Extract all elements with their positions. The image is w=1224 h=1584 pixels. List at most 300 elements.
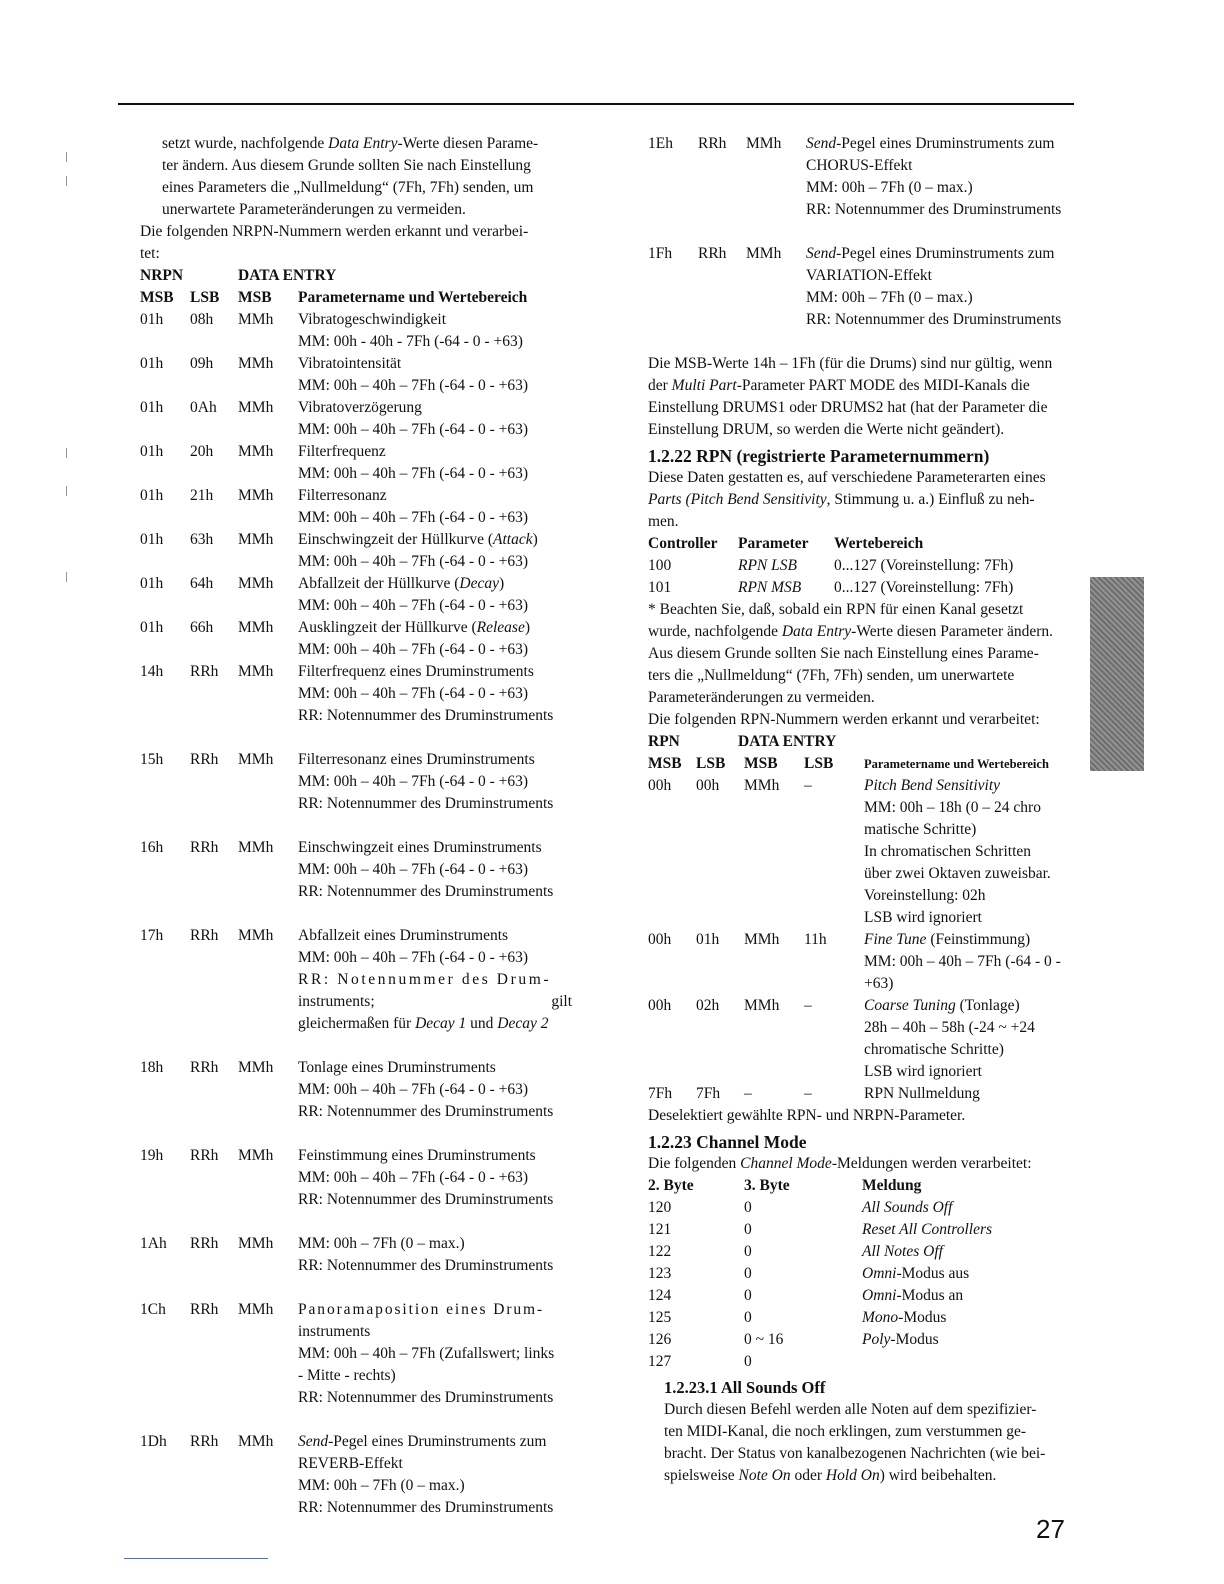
description-line: MM: 00h – 7Fh (0 – max.)	[806, 179, 973, 196]
nrpn-lsb: RRh	[698, 245, 727, 262]
text-line: unerwartete Parameteränderungen zu vermeiden.	[162, 201, 466, 218]
nrpn-msb: 19h	[140, 1147, 164, 1164]
data-entry-msb: MMh	[238, 1433, 274, 1450]
nrpn-lsb: 21h	[190, 487, 214, 504]
rpn-table	[648, 775, 1074, 1105]
description-line: MM: 00h – 40h – 7Fh (-64 - 0 - +63)	[298, 861, 529, 878]
nrpn-msb: 01h	[140, 487, 164, 504]
description-line: MM: 00h – 40h – 7Fh (-64 - 0 - +63)	[298, 509, 529, 526]
parameter-description	[298, 529, 572, 573]
description-line: - Mitte - rechts)	[298, 1367, 396, 1384]
parameter-description	[298, 353, 572, 397]
rpn-lsb: 7Fh	[696, 1085, 721, 1102]
byte2-value: 126	[648, 1331, 672, 1348]
text-line: Diese Daten gestatten es, auf verschiedene Parameterarten eines	[648, 469, 1046, 486]
nrpn-row	[140, 1057, 572, 1145]
data-entry-msb: MMh	[238, 1301, 274, 1318]
rpn-lsb: 01h	[696, 931, 720, 948]
nrpn-lead-line: tet:	[140, 245, 160, 262]
nrpn-lsb: RRh	[190, 1235, 219, 1252]
nrpn-row	[140, 397, 572, 441]
text-line: der Multi Part-Parameter PART MODE des MIDI-Kanals die	[648, 377, 1030, 394]
description-line: MM: 00h – 40h – 7Fh (-64 - 0 - +63)	[298, 773, 529, 790]
nrpn-row	[140, 661, 572, 749]
description-line: Voreinstellung: 02h	[864, 887, 986, 904]
message-name: Reset All Controllers	[862, 1221, 993, 1238]
nrpn-header	[140, 265, 572, 287]
byte2-value: 120	[648, 1199, 672, 1216]
parameter-description	[298, 1431, 572, 1519]
description-line: Vibratoverzögerung	[298, 399, 422, 416]
nrpn-row	[140, 573, 572, 617]
channel-mode-row	[648, 1197, 1074, 1219]
description-line: CHORUS-Effekt	[806, 157, 913, 174]
row-spacer	[140, 1211, 572, 1233]
description-line: Tonlage eines Druminstruments	[298, 1059, 496, 1076]
controller-range: 0...127 (Voreinstellung: 7Fh)	[834, 557, 1014, 574]
description-line: Filterfrequenz eines Druminstruments	[298, 663, 534, 680]
text-line: eines Parameters die „Nullmeldung“ (7Fh, 7Fh) senden, um	[162, 179, 534, 196]
data-entry-msb: MMh	[238, 619, 274, 636]
text-line: ten MIDI-Kanal, die noch erklingen, zum verstummen ge-	[664, 1423, 1026, 1440]
rpn-msb: 00h	[648, 777, 672, 794]
text-line: Durch diesen Befehl werden alle Noten auf dem spezifizier-	[664, 1401, 1037, 1418]
data-entry-lsb: –	[804, 997, 812, 1014]
rpn-header	[648, 731, 1074, 753]
description-line: MM: 00h – 18h (0 – 24 chro	[864, 799, 1041, 816]
rpn-section-title: 1.2.22 RPN (registrierte Parameternummern)	[648, 446, 990, 466]
byte3-value: 0	[744, 1309, 752, 1326]
message-name: All Sounds Off	[862, 1199, 953, 1216]
nrpn-msb: 01h	[140, 311, 164, 328]
text-line: ter ändern. Aus diesem Grunde sollten Sie nach Einstellung	[162, 157, 531, 174]
channel-mode-intro: Die folgenden Channel Mode-Meldungen werden verarbeitet:	[648, 1155, 1032, 1172]
description-line: instruments	[298, 1323, 371, 1340]
text-line: Die MSB-Werte 14h – 1Fh (für die Drums) sind nur gültig, wenn	[648, 355, 1053, 372]
nrpn-row	[140, 1233, 572, 1299]
controller-parameter: RPN LSB	[738, 557, 797, 574]
data-entry-msb: MMh	[238, 311, 274, 328]
nrpn-msb: 1Eh	[648, 135, 673, 152]
nrpn-row	[140, 485, 572, 529]
row-spacer	[140, 903, 572, 925]
nrpn-lsb: RRh	[190, 1147, 219, 1164]
description-line: MM: 00h – 7Fh (0 – max.)	[298, 1235, 465, 1252]
nrpn-row	[140, 1299, 572, 1431]
rpn-row	[648, 929, 1074, 995]
data-entry-msb: MMh	[238, 487, 274, 504]
description-line: MM: 00h – 7Fh (0 – max.)	[298, 1477, 465, 1494]
text-line: Aus diesem Grunde sollten Sie nach Einstellung eines Parame-	[648, 645, 1039, 662]
channel-mode-header	[648, 1175, 1074, 1197]
description-line: +63)	[864, 975, 894, 992]
byte3-value: 0	[744, 1243, 752, 1260]
data-entry-msb: MMh	[238, 839, 274, 856]
byte3-value: 0	[744, 1221, 752, 1238]
data-entry-msb: MMh	[238, 399, 274, 416]
description-line: RR: Notennummer des Druminstruments	[298, 883, 554, 900]
description-line: MM: 00h – 7Fh (0 – max.)	[806, 289, 973, 306]
col-lsb: LSB	[190, 289, 220, 306]
nrpn-row	[140, 441, 572, 485]
nrpn-row	[648, 133, 1074, 221]
col-data-msb: MSB	[744, 755, 778, 772]
col-data-lsb: LSB	[804, 755, 834, 772]
channel-mode-row	[648, 1241, 1074, 1263]
description-line: MM: 00h – 40h – 7Fh (-64 - 0 - +63)	[298, 377, 529, 394]
text-line: Parameteränderungen zu vermeiden.	[648, 689, 875, 706]
byte2-value: 124	[648, 1287, 672, 1304]
nrpn-msb: 01h	[140, 355, 164, 372]
nrpn-lsb: 20h	[190, 443, 214, 460]
nrpn-row	[648, 243, 1074, 331]
rpn-row	[648, 995, 1074, 1083]
bottom-rule	[124, 1558, 268, 1559]
rpn-row	[648, 775, 1074, 929]
byte2-value: 123	[648, 1265, 672, 1282]
margin-tick	[66, 486, 67, 496]
description-line: Einschwingzeit eines Druminstruments	[298, 839, 542, 856]
description-line: Panoramaposition eines Drum-	[298, 1301, 545, 1318]
parameter-description	[298, 1057, 572, 1123]
row-spacer	[140, 1035, 572, 1057]
parameter-description	[864, 929, 1074, 995]
nrpn-row	[140, 309, 572, 353]
intro-paragraph	[140, 133, 572, 221]
channel-mode-title: 1.2.23 Channel Mode	[648, 1132, 807, 1152]
nrpn-row	[140, 1431, 572, 1519]
rpn-intro-paragraph	[648, 467, 1074, 533]
byte3-value: 0 ~ 16	[744, 1331, 784, 1348]
nrpn-lsb: 08h	[190, 311, 214, 328]
nrpn-lsb: 63h	[190, 531, 214, 548]
description-line: Send-Pegel eines Druminstruments zum	[298, 1433, 547, 1450]
message-name: Mono-Modus	[862, 1309, 947, 1326]
description-line: MM: 00h – 40h – 7Fh (-64 - 0 - +63)	[298, 465, 529, 482]
description-line: RR: Notennummer des Druminstruments	[298, 1257, 554, 1274]
controller-header	[648, 533, 1074, 555]
text-line: Parts (Pitch Bend Sensitivity, Stimmung u. a.) Einfluß zu neh-	[648, 491, 1035, 508]
nrpn-lsb: RRh	[190, 751, 219, 768]
nrpn-msb: 01h	[140, 619, 164, 636]
parameter-description	[298, 749, 572, 815]
description-line: RR: Notennummer des Druminstruments	[298, 1191, 554, 1208]
parameter-description	[806, 133, 1074, 221]
controller-parameter: RPN MSB	[738, 579, 802, 596]
data-entry-header-label: DATA ENTRY	[238, 267, 337, 284]
col-parameter: Parametername und Wertebereich	[864, 757, 1049, 771]
text-line: setzt wurde, nachfolgende Data Entry-Werte diesen Parame-	[162, 135, 539, 152]
description-line: Send-Pegel eines Druminstruments zum	[806, 135, 1055, 152]
row-spacer	[140, 1123, 572, 1145]
nrpn-row	[140, 529, 572, 573]
description-line: RR: Notennummer des Druminstruments	[298, 1103, 554, 1120]
description-line: Vibratogeschwindigkeit	[298, 311, 447, 328]
nrpn-lsb: 64h	[190, 575, 214, 592]
description-line: Vibratointensität	[298, 355, 402, 372]
col-value-range: Wertebereich	[834, 535, 924, 552]
nrpn-table	[140, 309, 572, 1519]
data-entry-msb: MMh	[238, 1059, 274, 1076]
description-line: Fine Tune (Feinstimmung)	[864, 931, 1031, 948]
all-sounds-off-paragraph	[648, 1399, 1074, 1487]
description-line: RR: Notennummer des Druminstruments	[298, 707, 554, 724]
channel-mode-row	[648, 1263, 1074, 1285]
nrpn-lsb: 66h	[190, 619, 214, 636]
rpn-lsb: 02h	[696, 997, 720, 1014]
description-line: RR: Notennummer des Drum-	[298, 971, 552, 988]
description-line: MM: 00h – 40h – 7Fh (-64 - 0 - +63)	[298, 597, 529, 614]
description-line: Send-Pegel eines Druminstruments zum	[806, 245, 1055, 262]
col-msb: MSB	[140, 289, 174, 306]
msb-note-paragraph	[648, 353, 1074, 441]
data-entry-msb: MMh	[238, 575, 274, 592]
description-line: LSB wird ignoriert	[864, 1063, 982, 1080]
description-line: RR: Notennummer des Druminstruments	[298, 1499, 554, 1516]
data-entry-msb: –	[744, 1085, 752, 1102]
byte3-value: 0	[744, 1353, 752, 1370]
controller-row	[648, 577, 1074, 599]
description-line: MM: 00h – 40h – 7Fh (-64 - 0 - +63)	[298, 949, 529, 966]
data-entry-msb: MMh	[744, 997, 780, 1014]
nrpn-table-continued	[648, 133, 1074, 331]
nrpn-lsb: RRh	[698, 135, 727, 152]
description-line: chromatische Schritte)	[864, 1041, 1004, 1058]
byte2-value: 121	[648, 1221, 672, 1238]
nrpn-msb: 17h	[140, 927, 164, 944]
margin-tick	[66, 176, 67, 186]
controller-number: 100	[648, 557, 672, 574]
description-line: Einschwingzeit der Hüllkurve (Attack)	[298, 531, 538, 548]
text-line: spielsweise Note On oder Hold On) wird beibehalten.	[664, 1467, 997, 1484]
text-line: ters die „Nullmeldung“ (7Fh, 7Fh) senden, um unerwartete	[648, 667, 1015, 684]
nrpn-lsb: RRh	[190, 839, 219, 856]
nrpn-lsb: RRh	[190, 663, 219, 680]
channel-mode-table	[648, 1197, 1074, 1373]
nrpn-lsb: RRh	[190, 1059, 219, 1076]
page-number: 27	[1036, 1514, 1065, 1544]
margin-tick	[66, 448, 67, 458]
channel-mode-row	[648, 1307, 1074, 1329]
parameter-description	[806, 243, 1074, 331]
parameter-description	[298, 837, 572, 903]
col-msb: MSB	[648, 755, 682, 772]
data-entry-msb: MMh	[238, 927, 274, 944]
nrpn-header-label: NRPN	[140, 267, 184, 284]
description-line: instruments; gilt	[298, 993, 572, 1010]
nrpn-msb: 01h	[140, 575, 164, 592]
parameter-description	[298, 1233, 572, 1277]
row-spacer	[140, 1409, 572, 1431]
nrpn-row	[140, 749, 572, 837]
byte3-value: 0	[744, 1287, 752, 1304]
nrpn-row	[140, 353, 572, 397]
data-entry-msb: MMh	[746, 245, 782, 262]
data-entry-lsb: –	[804, 1085, 812, 1102]
data-entry-msb: MMh	[746, 135, 782, 152]
description-line: Coarse Tuning (Tonlage)	[864, 997, 1020, 1014]
description-line: über zwei Oktaven zuweisbar.	[864, 865, 1051, 882]
description-line: MM: 00h – 40h – 7Fh (-64 - 0 - +63)	[298, 1169, 529, 1186]
nrpn-lsb: 0Ah	[190, 399, 217, 416]
chapter-tab-marker	[1090, 577, 1144, 771]
parameter-description	[864, 775, 1074, 929]
message-name: Poly-Modus	[862, 1331, 939, 1348]
parameter-description	[298, 617, 572, 661]
rpn-msb: 00h	[648, 997, 672, 1014]
margin-tick	[66, 152, 67, 162]
col-lsb: LSB	[696, 755, 726, 772]
description-line: RR: Notennummer des Druminstruments	[806, 311, 1062, 328]
description-line: Abfallzeit der Hüllkurve (Decay)	[298, 575, 505, 592]
text-line: men.	[648, 513, 679, 530]
description-line: RPN Nullmeldung	[864, 1085, 980, 1102]
rpn-lsb: 00h	[696, 777, 720, 794]
description-line: gleichermaßen für Decay 1 und Decay 2	[298, 1015, 549, 1032]
description-line: MM: 00h – 40h – 7Fh (-64 - 0 - +63)	[298, 685, 529, 702]
message-name: Omni-Modus aus	[862, 1265, 970, 1282]
parameter-description	[298, 1145, 572, 1211]
rpn-msb: 7Fh	[648, 1085, 673, 1102]
row-spacer	[140, 1277, 572, 1299]
nrpn-lsb: RRh	[190, 1301, 219, 1318]
description-line: LSB wird ignoriert	[864, 909, 982, 926]
description-line: REVERB-Effekt	[298, 1455, 403, 1472]
nrpn-lsb: RRh	[190, 927, 219, 944]
data-entry-msb: MMh	[238, 1235, 274, 1252]
byte2-value: 127	[648, 1353, 672, 1370]
parameter-description	[298, 397, 572, 441]
parameter-description	[298, 441, 572, 485]
data-entry-header-label: DATA ENTRY	[738, 733, 837, 750]
row-spacer	[648, 221, 1074, 243]
channel-mode-row	[648, 1219, 1074, 1241]
description-line: Abfallzeit eines Druminstruments	[298, 927, 509, 944]
description-line: RR: Notennummer des Druminstruments	[298, 795, 554, 812]
nrpn-row	[140, 925, 572, 1057]
row-spacer	[140, 727, 572, 749]
row-spacer	[140, 815, 572, 837]
message-name: Omni-Modus an	[862, 1287, 964, 1304]
byte3-value: 0	[744, 1265, 752, 1282]
nrpn-column-header	[140, 287, 572, 309]
all-sounds-off-title: 1.2.23.1 All Sounds Off	[664, 1378, 826, 1397]
controller-row	[648, 555, 1074, 577]
parameter-description	[298, 1299, 572, 1409]
parameter-description	[864, 1083, 1074, 1105]
parameter-description	[298, 309, 572, 353]
description-line: MM: 00h – 40h – 7Fh (-64 - 0 - +63)	[298, 421, 529, 438]
parameter-description	[298, 661, 572, 727]
data-entry-msb: MMh	[238, 355, 274, 372]
text-line: bracht. Der Status von kanalbezogenen Nachrichten (wie bei-	[664, 1445, 1046, 1462]
parameter-description	[298, 573, 572, 617]
nrpn-msb: 01h	[140, 399, 164, 416]
controller-range: 0...127 (Voreinstellung: 7Fh)	[834, 579, 1014, 596]
data-entry-msb: MMh	[744, 777, 780, 794]
byte3-value: 0	[744, 1199, 752, 1216]
description-line: Filterresonanz	[298, 487, 387, 504]
margin-tick	[66, 572, 67, 582]
parameter-description	[864, 995, 1074, 1083]
text-line: Die folgenden RPN-Nummern werden erkannt und verarbeitet:	[648, 711, 1040, 728]
rpn-header-label: RPN	[648, 733, 680, 750]
nrpn-msb: 1Fh	[648, 245, 673, 262]
col-byte2: 2. Byte	[648, 1177, 694, 1194]
description-line: RR: Notennummer des Druminstruments	[806, 201, 1062, 218]
description-line: Filterfrequenz	[298, 443, 386, 460]
nrpn-row	[140, 617, 572, 661]
rpn-footer: Deselektiert gewählte RPN- und NRPN-Parameter.	[648, 1107, 966, 1124]
col-parameter: Parameter	[738, 535, 809, 552]
channel-mode-row	[648, 1329, 1074, 1351]
description-line: MM: 00h - 40h - 7Fh (-64 - 0 - +63)	[298, 333, 523, 350]
controller-number: 101	[648, 579, 672, 596]
channel-mode-row	[648, 1285, 1074, 1307]
nrpn-row	[140, 1145, 572, 1233]
data-entry-msb: MMh	[238, 663, 274, 680]
description-line: 28h – 40h – 58h (-24 ~ +24	[864, 1019, 1035, 1036]
nrpn-row	[140, 837, 572, 925]
col-message: Meldung	[862, 1177, 922, 1194]
description-line: Ausklingzeit der Hüllkurve (Release)	[298, 619, 531, 636]
rpn-msb: 00h	[648, 931, 672, 948]
nrpn-msb: 18h	[140, 1059, 164, 1076]
description-line: Filterresonanz eines Druminstruments	[298, 751, 535, 768]
nrpn-lead-line: Die folgenden NRPN-Nummern werden erkannt und verarbei-	[140, 223, 529, 240]
nrpn-lsb: 09h	[190, 355, 214, 372]
nrpn-msb: 1Ch	[140, 1301, 166, 1318]
nrpn-msb: 1Dh	[140, 1433, 167, 1450]
text-line: Einstellung DRUM, so werden die Werte nicht geändert).	[648, 421, 1005, 438]
nrpn-msb: 01h	[140, 443, 164, 460]
data-entry-msb: MMh	[238, 751, 274, 768]
text-line: wurde, nachfolgende Data Entry-Werte diesen Parameter ändern.	[648, 623, 1054, 640]
nrpn-lsb: RRh	[190, 1433, 219, 1450]
nrpn-msb: 1Ah	[140, 1235, 167, 1252]
description-line: MM: 00h – 40h – 7Fh (-64 - 0 -	[864, 953, 1061, 970]
data-entry-lsb: –	[804, 777, 812, 794]
channel-mode-row	[648, 1351, 1074, 1373]
col-data-msb: MSB	[238, 289, 272, 306]
col-controller: Controller	[648, 535, 718, 552]
parameter-description	[298, 925, 572, 1035]
description-line: Pitch Bend Sensitivity	[864, 777, 1001, 794]
description-line: matische Schritte)	[864, 821, 977, 838]
right-column	[648, 133, 1074, 1487]
byte2-value: 122	[648, 1243, 672, 1260]
data-entry-msb: MMh	[238, 1147, 274, 1164]
data-entry-msb: MMh	[238, 531, 274, 548]
description-line: MM: 00h – 40h – 7Fh (-64 - 0 - +63)	[298, 553, 529, 570]
message-name: All Notes Off	[862, 1243, 943, 1260]
nrpn-msb: 16h	[140, 839, 164, 856]
description-line: MM: 00h – 40h – 7Fh (Zufallswert; links	[298, 1345, 555, 1362]
nrpn-msb: 15h	[140, 751, 164, 768]
col-byte3: 3. Byte	[744, 1177, 790, 1194]
col-parameter: Parametername und Wertebereich	[298, 289, 528, 306]
nrpn-msb: 01h	[140, 531, 164, 548]
nrpn-msb: 14h	[140, 663, 164, 680]
left-column	[140, 133, 572, 1519]
parameter-description	[298, 485, 572, 529]
data-entry-lsb: 11h	[804, 931, 827, 948]
byte2-value: 125	[648, 1309, 672, 1326]
rpn-note-paragraph	[648, 599, 1074, 731]
description-line: MM: 00h – 40h – 7Fh (-64 - 0 - +63)	[298, 641, 529, 658]
description-line: RR: Notennummer des Druminstruments	[298, 1389, 554, 1406]
description-line: VARIATION-Effekt	[806, 267, 932, 284]
